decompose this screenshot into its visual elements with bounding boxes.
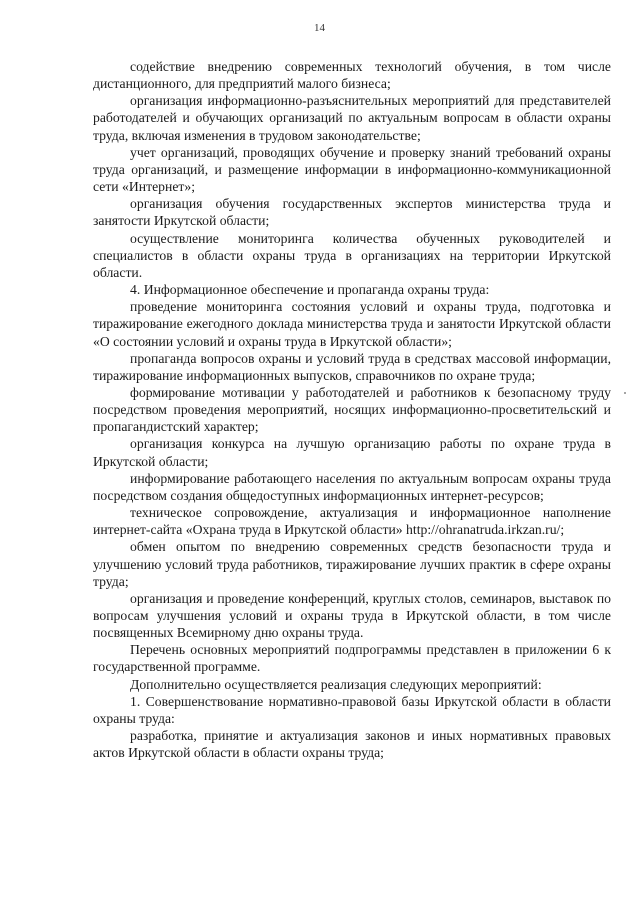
paragraph-14: организация и проведение конференций, круглых столов, семинаров, выставок по вопросам улучшения условий и охраны труда в Иркутской области, в том числе посвященных Всемирному дню охраны труда. [93,590,611,641]
paragraph-17: 1. Совершенствование нормативно-правовой базы Иркутской области в области охраны труда: [93,693,611,726]
paragraph-15: Перечень основных мероприятий подпрограммы представлен в приложении 6 к государственной программе. [93,642,611,675]
paragraph-18: разработка, принятие и актуализация законов и иных нормативных правовых актов Иркутской области в области охраны труда; [93,728,611,761]
paragraph-12: техническое сопровождение, актуализация и информационное наполнение интернет-сайта «Охрана труда в Иркутской области» http://ohranatruda.irkzan.ru/; [93,505,611,538]
paragraph-8: пропаганда вопросов охраны и условий труда в средствах массовой информации, тиражирование информационных выпусков, справочников по охране труда; [93,350,611,383]
paragraph-9: формирование мотивации у работодателей и работников к безопасному труду посредством проведения мероприятий, носящих информационно-просветительский и пропагандистский характер; [93,384,611,435]
paragraph-10: организация конкурса на лучшую организацию работы по охране труда в Иркутской области; [93,436,611,469]
paragraph-7: проведение мониторинга состояния условий и охраны труда, подготовка и тиражирование ежегодного доклада министерства труда и занятости Иркутской области «О состоянии условий и охраны труда в Иркутской области»; [93,299,611,349]
paragraph-13: обмен опытом по внедрению современных средств безопасности труда и улучшению условий труда работников, тиражирование лучших практик в сфере охраны труда; [93,539,611,589]
page-number: 14 [314,22,325,34]
document-body [93,58,611,761]
paragraph-11: информирование работающего населения по актуальным вопросам охраны труда посредством создания общедоступных информационных интернет-ресурсов; [93,470,611,503]
paragraph-2: организация информационно-разъяснительных мероприятий для представителей работодателей и обучающих организаций по актуальным вопросам в области охраны труда, включая изменения в трудовом законодательстве; [93,93,611,143]
paragraph-4: организация обучения государственных экспертов министерства труда и занятости Иркутской области; [93,196,611,229]
paragraph-3: учет организаций, проводящих обучение и проверку знаний требований охраны труда организаций, и размещение информации в информационно-коммуникационной сети «Интернет»; [93,144,611,195]
scan-speck [624,392,626,394]
section-heading-4: 4. Информационное обеспечение и пропаганда охраны труда: [130,282,490,298]
paragraph-16: Дополнительно осуществляется реализация следующих мероприятий: [130,676,542,692]
paragraph-1: содействие внедрению современных технологий обучения, в том числе дистанционного, для предприятий малого бизнеса; [93,59,611,92]
paragraph-5: осуществление мониторинга количества обученных руководителей и специалистов в области охраны труда в организациях на территории Иркутской области. [93,230,611,280]
